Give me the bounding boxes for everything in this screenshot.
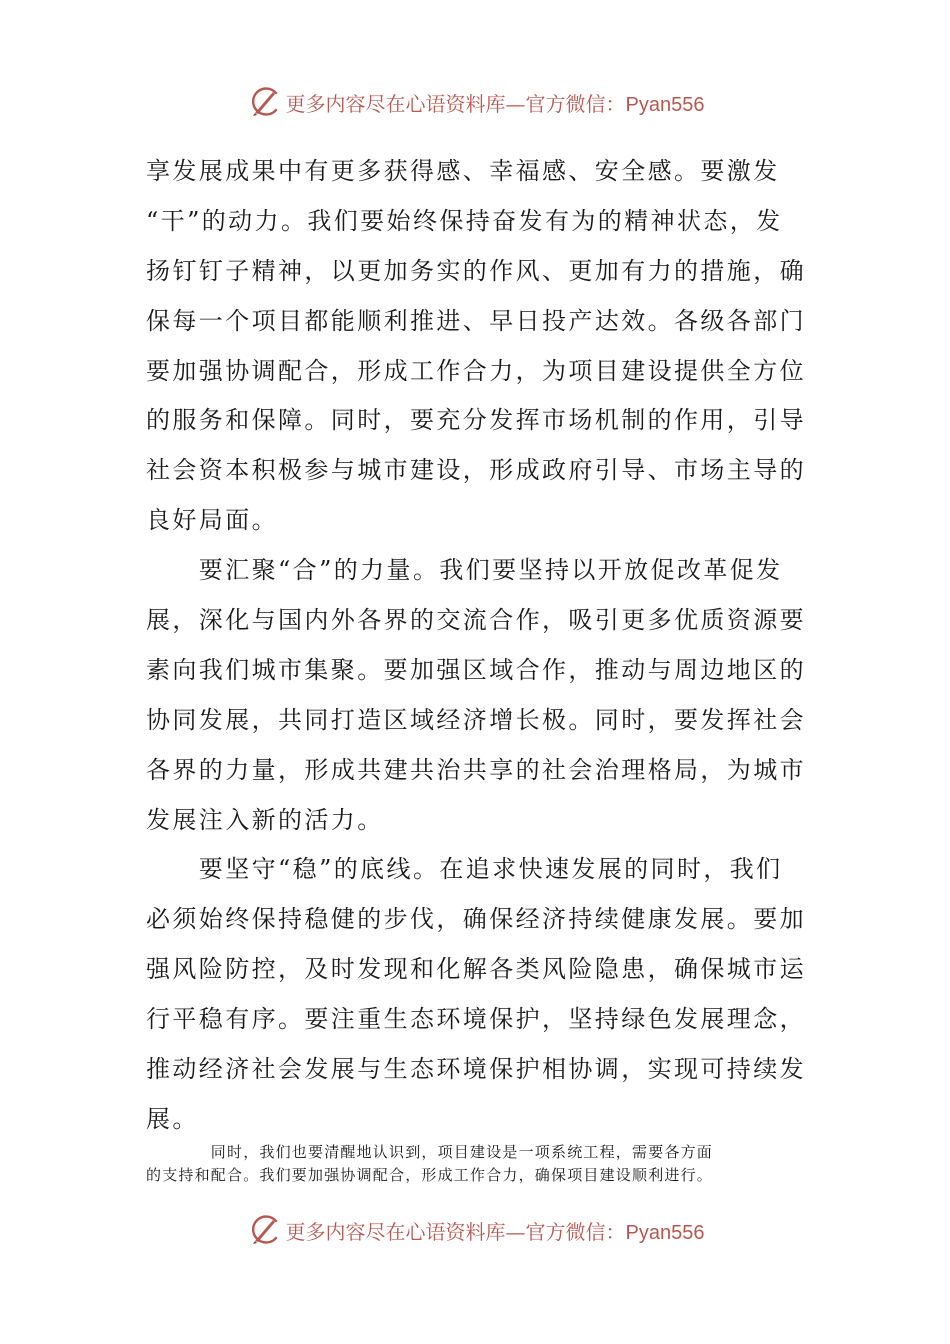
body-line: 推动经济社会发展与生态环境保护相协调，实现可持续发: [146, 1055, 806, 1084]
body-line: 要坚守“稳”的底线。在追求快速发展的同时，我们: [146, 855, 783, 884]
closing-paragraph: [146, 1141, 806, 1187]
body-line: 良好局面。: [146, 506, 278, 535]
closing-line: 同时，我们也要清醒地认识到，项目建设是一项系统工程，需要各方面: [146, 1143, 714, 1161]
banner-wechat-id: Pyan556: [625, 1221, 705, 1244]
quill-pen-circle-icon: [246, 1212, 282, 1248]
banner-wechat-label: 官方微信：: [525, 91, 626, 116]
body-line: 享发展成果中有更多获得感、幸福感、安全感。要激发: [146, 157, 780, 185]
body-line: 要汇聚“合”的力量。我们要坚持以开放促改革促发: [146, 556, 783, 585]
banner-dash: —: [505, 1219, 526, 1244]
body-line: 各界的力量，形成共建共治共享的社会治理格局，为城市: [146, 755, 806, 784]
body-line: 扬钉钉子精神，以更加务实的作风、更加有力的措施，确: [146, 256, 806, 285]
banner-main-text: 更多内容尽在心语资料库: [285, 91, 506, 116]
body-line: 必须始终保持稳健的步伐，确保经济持续健康发展。要加: [146, 905, 806, 934]
body-line: 展。: [146, 1104, 199, 1133]
footer-banner-text: [286, 1216, 705, 1245]
banner-wechat-label: 官方微信：: [525, 1219, 626, 1244]
banner-main-text: 更多内容尽在心语资料库: [285, 1219, 506, 1244]
body-line: 的服务和保障。同时，要充分发挥市场机制的作用，引导: [146, 406, 806, 435]
body-line: 展，深化与国内外各界的交流合作，吸引更多优质资源要: [146, 606, 806, 635]
body-line: 保每一个项目都能顺利推进、早日投产达效。各级各部门: [146, 306, 806, 335]
banner-dash: —: [505, 91, 526, 116]
body-line: 社会资本积极参与城市建设，形成政府引导、市场主导的: [146, 456, 806, 485]
banner-wechat-id: Pyan556: [625, 93, 705, 116]
body-line: 协同发展，共同打造区域经济增长极。同时，要发挥社会: [146, 705, 806, 734]
body-line: “干”的动力。我们要始终保持奋发有为的精神状态，发: [146, 206, 783, 235]
header-banner: [0, 82, 950, 122]
closing-line: 的支持和配合。我们要加强协调配合，形成工作合力，确保项目建设顺利进行。: [146, 1166, 714, 1184]
document-body: [146, 147, 806, 1145]
body-line: 强风险防控，及时发现和化解各类风险隐患，确保城市运: [146, 955, 806, 984]
body-line: 发展注入新的活力。: [146, 805, 384, 834]
footer-banner: [0, 1210, 950, 1250]
quill-pen-circle-icon: [246, 84, 282, 120]
body-line: 要加强协调配合，形成工作合力，为项目建设提供全方位: [146, 356, 806, 385]
body-line: 行平稳有序。要注重生态环境保护，坚持绿色发展理念，: [146, 1005, 806, 1034]
body-line: 素向我们城市集聚。要加强区域合作，推动与周边地区的: [146, 655, 806, 684]
header-banner-text: [286, 88, 705, 117]
